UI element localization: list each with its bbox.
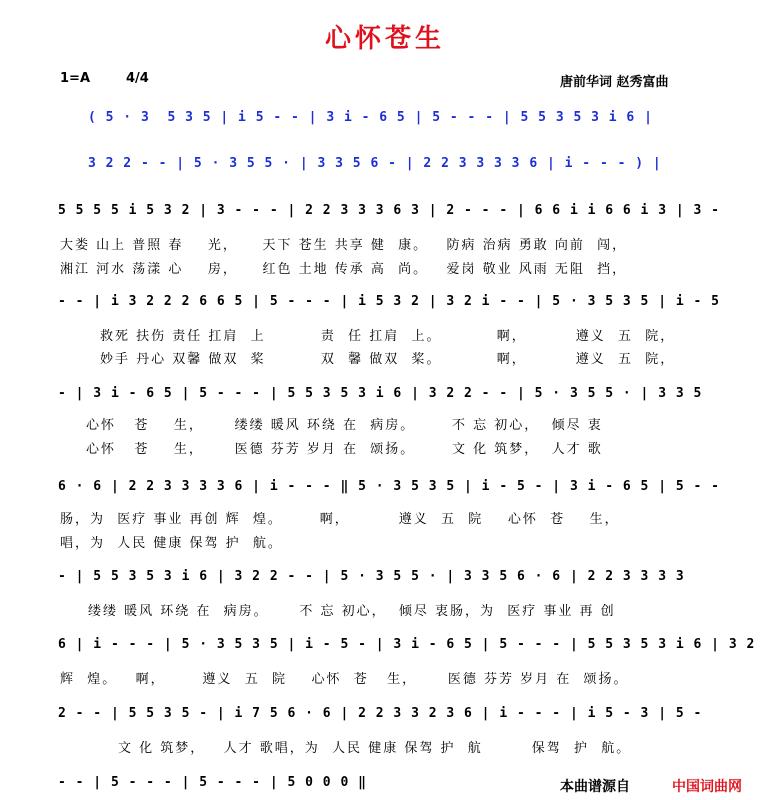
key-signature: 1=A xyxy=(60,71,90,86)
system-3-lyric-1: 心怀 苍 生， 缕缕 暖风 环绕 在 病房。 不 忘 初心， 倾尽 衷 xyxy=(86,418,603,433)
intro-line-1: ( 5 · 3 5 3 5 | i 5 - - | 3 i - 6 5 | 5 - - - | 5 5 3 5 3 i 6 | xyxy=(88,110,653,125)
system-1-lyric-1: 大娄 山上 普照 春 光， 天下 苍生 共享 健 康。 防病 治病 勇敢 向前 闯， xyxy=(60,238,628,253)
system-3-lyric-2: 心怀 苍 生， 医德 芬芳 岁月 在 颂扬。 文 化 筑梦， 人才 歌 xyxy=(86,442,603,457)
system-5-lyric-1: 缕缕 暖风 环绕 在 病房。 不 忘 初心， 倾尽 衷肠，为 医疗 事业 再 创 xyxy=(88,604,616,619)
system-4-lyric-2: 唱，为 人民 健康 保驾 护 航。 xyxy=(60,536,283,551)
system-6-notes: 6 | i - - - | 5 · 3 5 3 5 | i - 5 - | 3 i - 6 5 | 5 - - - | 5 5 3 5 3 i 6 | 3 2 xyxy=(58,637,756,652)
system-6-lyric-1: 辉 煌。 啊， 遵义 五 院 心怀 苍 生， 医德 芬芳 岁月 在 颂扬。 xyxy=(60,672,629,687)
source-label: 本曲谱源自 xyxy=(560,779,630,795)
credits: 唐前华词 赵秀富曲 xyxy=(560,75,669,90)
system-8-notes: - - | 5 - - - | 5 - - - | 5 0 0 0 ‖ xyxy=(58,775,367,790)
system-7-notes: 2 - - | 5 5 3 5 - | i 7 5 6 · 6 | 2 2 3 3 2 3 6 | i - - - | i 5 - 3 | 5 - xyxy=(58,706,703,721)
time-signature: 4/4 xyxy=(126,71,149,86)
system-5-notes: - | 5 5 3 5 3 i 6 | 3 2 2 - - | 5 · 3 5 5 · | 3 3 5 6 · 6 | 2 2 3 3 3 3 xyxy=(58,569,685,584)
system-3-notes: - | 3 i - 6 5 | 5 - - - | 5 5 3 5 3 i 6 | 3 2 2 - - | 5 · 3 5 5 · | 3 3 5 xyxy=(58,386,703,401)
system-1-notes: 5 5 5 5 i 5 3 2 | 3 - - - | 2 2 3 3 3 6 3 | 2 - - - | 6 6 i i 6 6 i 3 | 3 - xyxy=(58,203,720,218)
system-2-lyric-2: 妙手 丹心 双馨 做双 桨 双 馨 做双 桨。 啊， 遵义 五 院， xyxy=(100,352,676,367)
system-7-lyric-1: 文 化 筑梦， 人才 歌唱，为 人民 健康 保驾 护 航 保驾 护 航。 xyxy=(118,741,632,756)
system-4-notes: 6 · 6 | 2 2 3 3 3 3 6 | i - - - ‖ 5 · 3 5 3 5 | i - 5 - | 3 i - 6 5 | 5 - - xyxy=(58,479,720,494)
system-1-lyric-2: 湘江 河水 荡漾 心 房， 红色 土地 传承 高 尚。 爱岗 敬业 风雨 无阻 挡， xyxy=(60,262,628,277)
song-title: 心怀苍生 xyxy=(324,24,445,54)
source-site-link[interactable]: 中国词曲网 xyxy=(672,779,742,795)
intro-line-2: 3 2 2 - - | 5 · 3 5 5 · | 3 3 5 6 - | 2 2 3 3 3 3 6 | i - - - ) | xyxy=(88,156,662,171)
system-4-lyric-1: 肠，为 医疗 事业 再创 辉 煌。 啊， 遵义 五 院 心怀 苍 生， xyxy=(60,512,620,527)
system-2-lyric-1: 救死 扶伤 责任 扛肩 上 责 任 扛肩 上。 啊， 遵义 五 院， xyxy=(100,329,676,344)
system-2-notes: - - | i 3 2 2 2 6 6 5 | 5 - - - | i 5 3 2 | 3 2 i - - | 5 · 3 5 3 5 | i - 5 xyxy=(58,294,720,309)
